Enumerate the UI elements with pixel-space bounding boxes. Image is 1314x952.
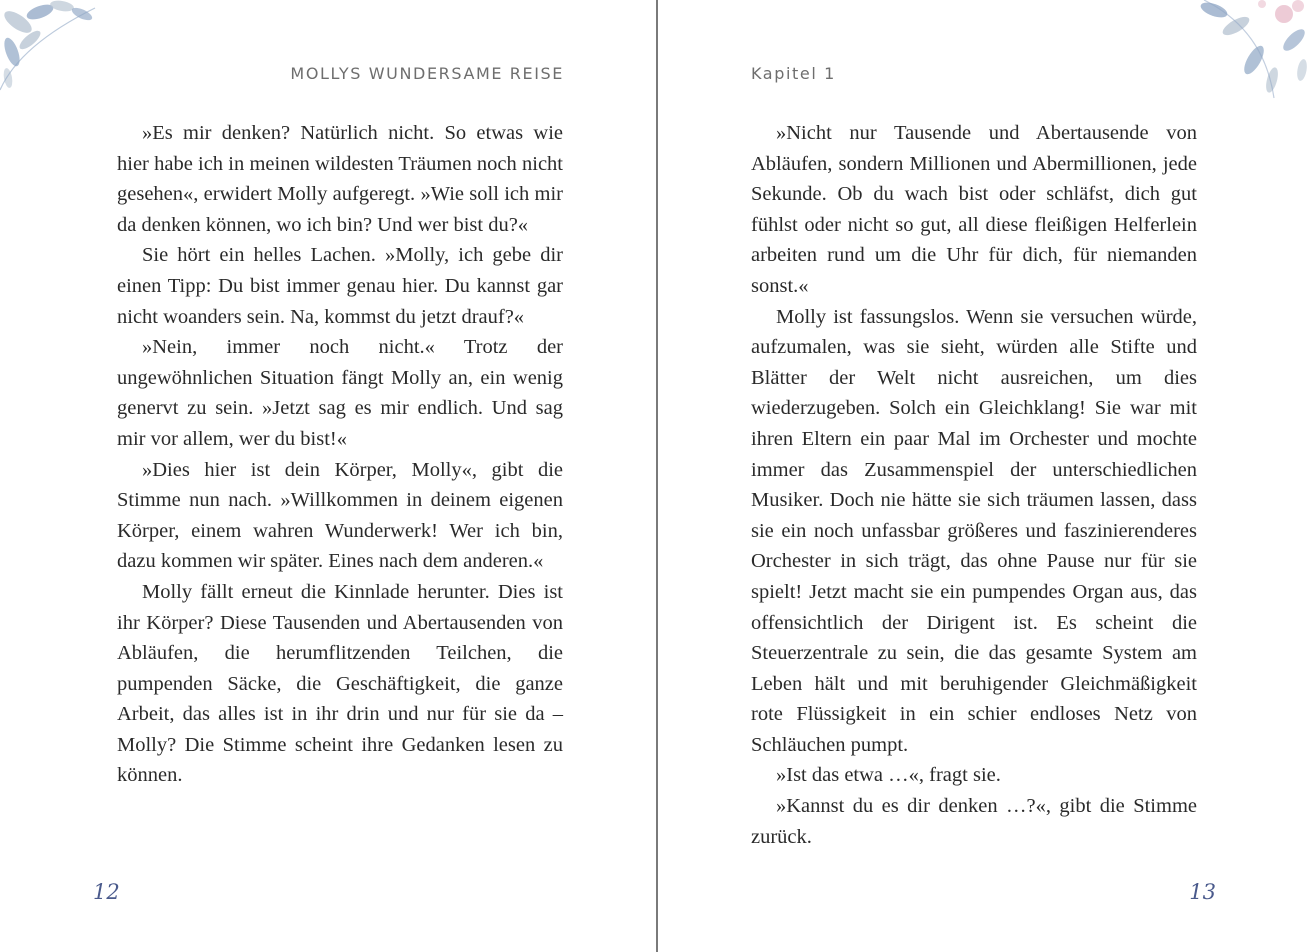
paragraph: »Kannst du es dir denken …?«, gibt die Stimme zurück.	[751, 795, 1197, 848]
floral-corner-right-icon	[1174, 0, 1314, 100]
paragraph: Sie hört ein helles Lachen. »Molly, ich gebe dir einen Tipp: Du bist immer genau hier. Du kannst gar nicht woanders sein. Na, kommst du jetzt drauf?«	[117, 244, 563, 328]
paragraph: Molly fällt erneut die Kinnlade herunter. Dies ist ihr Körper? Diese Tausenden und Abertausenden von Abläufen, die herumflitzenden Teilchen, die pumpenden Säcke, die Geschäftigkeit, die ganze Arbeit, das alles ist in ihr drin und nur für sie da – Molly? Die Stimme scheint ihre Gedanken lesen zu können.	[117, 580, 563, 787]
left-page-body	[117, 118, 563, 791]
paragraph: »Es mir denken? Natürlich nicht. So etwas wie hier habe ich in meinen wildesten Träumen noch nicht gesehen«, erwidert Molly aufgeregt. »Wie soll ich mir da denken können, wo ich bin? Und wer bist du?«	[117, 122, 563, 236]
paragraph: Molly ist fassungslos. Wenn sie versuchen würde, aufzumalen, was sie sieht, würden alle Stifte und Blätter der Welt nicht ausreichen, um dies wiederzugeben. Solch ein Gleichklang! Sie war mit ihren Eltern ein paar Mal im Orchester und mochte immer das Zusammenspiel der unterschiedlichen Musiker. Doch nie hätte sie sich träumen lassen, dass sie ein noch unfassbar größeres und faszinierenderes Orchester in sich trägt, das ohne Pause nur für sie spielt! Jetzt macht sie ein pumpendes Organ aus, das offensichtlich der Dirigent ist. Es scheint die Steuerzentrale zu sein, die das gesamte System am Leben hält und mit beruhigender Gleichmäßigkeit rote Flüssigkeit in ein schier endloses Netz von Schläuchen pumpt.	[751, 305, 1197, 756]
right-page-body	[751, 118, 1197, 852]
paragraph: »Dies hier ist dein Körper, Molly«, gibt die Stimme nun nach. »Willkommen in deinem eigenen Körper, einem wahren Wunderwerk! Wer ich bin, dazu kommen wir später. Eines nach dem anderen.«	[117, 458, 563, 573]
running-head-right: Kapitel 1	[751, 64, 836, 83]
running-head-left: MOLLYS WUNDERSAME REISE	[290, 64, 564, 83]
page-number-right: 13	[1189, 880, 1216, 904]
left-page	[0, 0, 656, 952]
floral-corner-left-icon	[0, 0, 110, 95]
right-page	[658, 0, 1314, 952]
paragraph: »Nein, immer noch nicht.« Trotz der ungewöhnlichen Situation fängt Molly an, ein wenig genervt zu sein. »Jetzt sag es mir endlich. Und sag mir vor allem, wer du bist!«	[117, 336, 563, 450]
paragraph: »Ist das etwa …«, fragt sie.	[776, 764, 1001, 787]
paragraph: »Nicht nur Tausende und Abertausende von Abläufen, sondern Millionen und Abermillionen, jede Sekunde. Ob du wach bist oder schläfst, dich gut fühlst oder nicht so gut, all diese fleißigen Helferlein arbeiten rund um die Uhr für dich, für niemanden sonst.«	[751, 122, 1197, 297]
page-number-left: 12	[93, 880, 120, 904]
